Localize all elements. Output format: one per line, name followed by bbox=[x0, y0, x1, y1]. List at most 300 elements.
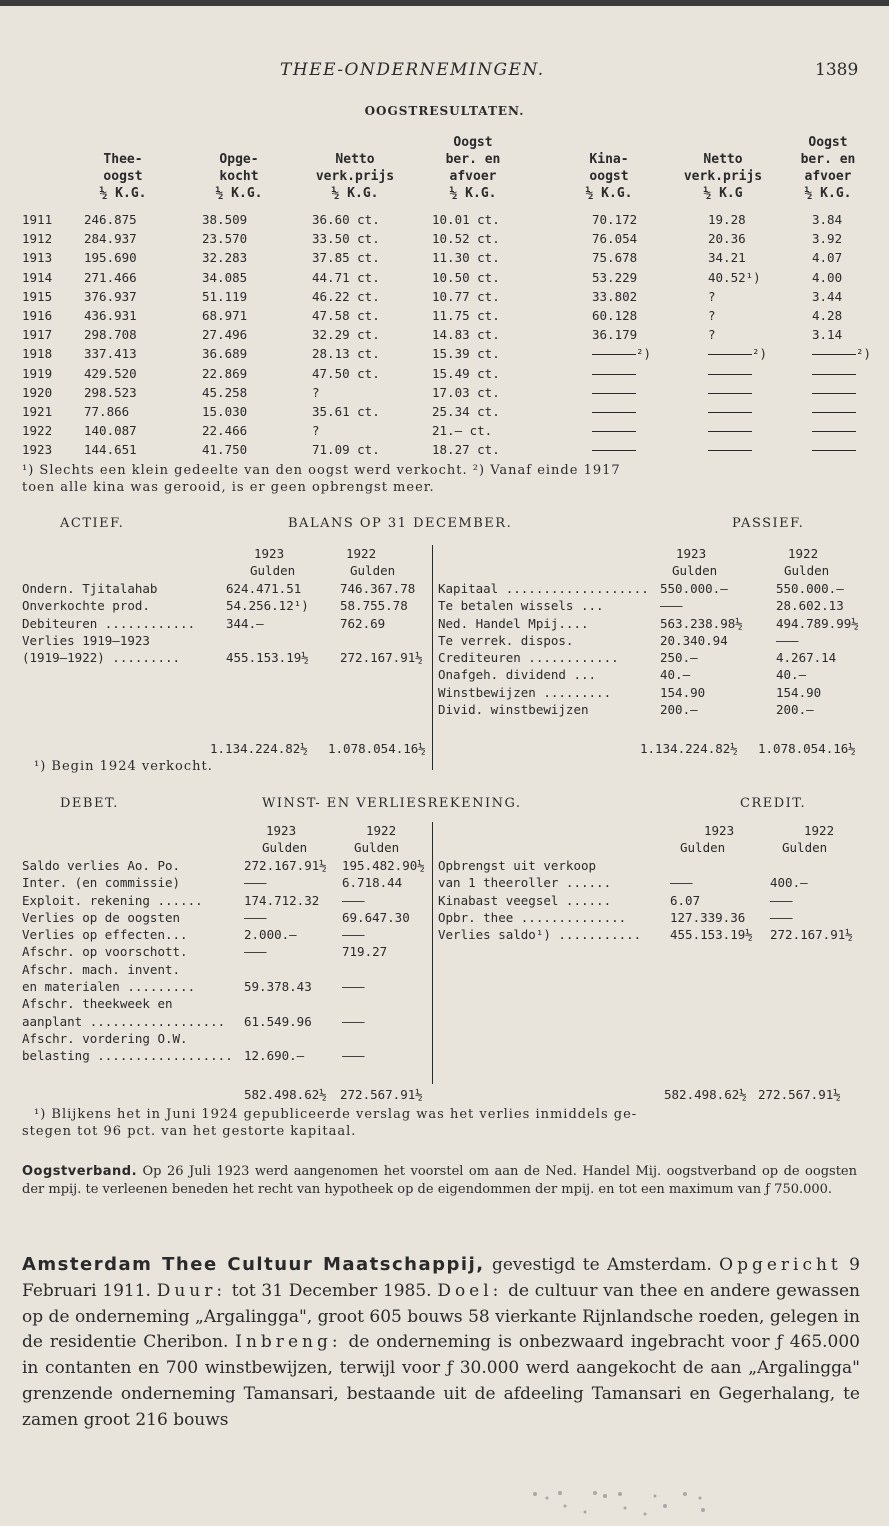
ledger-label: Verlies saldo¹) ........... bbox=[438, 927, 642, 943]
year-1923: 1923 bbox=[266, 823, 297, 838]
col-head-line: kocht bbox=[219, 169, 259, 184]
total-1922: 1.078.054.16½ bbox=[758, 741, 856, 756]
harvest-cell: 15.030 bbox=[202, 403, 248, 419]
harvest-cell bbox=[708, 346, 767, 361]
harvest-cell: 60.128 bbox=[592, 307, 638, 323]
company-text-1: gevestigd te Amsterdam. bbox=[484, 1255, 720, 1275]
ledger-label: Afschr. op voorschott. bbox=[22, 944, 188, 960]
harvest-col-head bbox=[680, 134, 766, 202]
ledger-value: ——— bbox=[244, 944, 267, 960]
harvest-cell bbox=[708, 366, 752, 381]
col-head-line bbox=[312, 134, 398, 151]
harvest-cell: 1911 bbox=[22, 212, 53, 227]
harvest-title: OOGSTRESULTATEN. bbox=[364, 104, 525, 118]
ledger-row bbox=[438, 597, 868, 614]
ledger-value: 400.— bbox=[770, 875, 808, 891]
ledger-label: (1919—1922) ......... bbox=[22, 650, 181, 666]
ledger-row bbox=[438, 580, 868, 597]
harvest-cell: 429.520 bbox=[84, 365, 137, 381]
ledger-value: ——— bbox=[342, 979, 365, 995]
ledger-row bbox=[438, 857, 868, 874]
harvest-cell: 337.413 bbox=[84, 346, 137, 362]
col-head-line: ½ K.G. bbox=[99, 186, 147, 201]
total-1923: 1.134.224.82½ bbox=[640, 741, 738, 756]
pl-right-title: CREDIT. bbox=[740, 796, 807, 811]
ledger-value: 719.27 bbox=[342, 944, 388, 960]
ledger-row bbox=[22, 615, 427, 632]
ledger-row bbox=[438, 701, 868, 718]
ledger-value: 154.90 bbox=[776, 684, 822, 700]
ledger-row bbox=[22, 1013, 427, 1030]
col-head-line: ½ K.G. bbox=[449, 186, 497, 201]
harvest-cell: 1918 bbox=[22, 346, 53, 362]
dash-mark bbox=[592, 431, 636, 432]
ledger-row bbox=[22, 926, 427, 943]
ledger-label: Afschr. mach. invent. bbox=[22, 961, 181, 977]
print-speckle bbox=[525, 1488, 715, 1518]
col-head-line: Thee- bbox=[103, 152, 143, 167]
col-head-line: Oogst bbox=[808, 135, 848, 150]
ledger-label: Onverkochte prod. bbox=[22, 598, 150, 614]
ledger-value: 2.000.— bbox=[244, 927, 297, 943]
harvest-cell: 298.523 bbox=[84, 384, 137, 400]
ledger-label: van 1 theeroller ...... bbox=[438, 875, 612, 891]
ledger-value: 6.718.44 bbox=[342, 875, 403, 891]
unit-label: Gulden bbox=[354, 840, 400, 856]
doel-value: de cultuur van thee en andere gewassen op de onderneming „Argalingga", groot 605 bouws 58 vierkante Rijnlandsche roeden, gelegen in de residentie Cheribon. bbox=[22, 1280, 861, 1353]
ledger-value: ——— bbox=[342, 927, 365, 943]
harvest-cell bbox=[812, 346, 871, 361]
col-head-line: oogst bbox=[589, 169, 629, 184]
harvest-cell bbox=[708, 442, 752, 457]
unit-label: Gulden bbox=[350, 563, 396, 579]
harvest-cell: 1912 bbox=[22, 231, 53, 247]
year-1923: 1923 bbox=[676, 546, 707, 561]
harvest-cell bbox=[708, 423, 752, 438]
total-1923: 1.134.224.82½ bbox=[210, 741, 308, 756]
ledger-label: Afschr. vordering O.W. bbox=[22, 1030, 188, 1046]
harvest-cell: 40.52¹) bbox=[708, 269, 761, 285]
harvest-cell: 41.750 bbox=[202, 442, 248, 458]
col-head-line: Oogst bbox=[453, 135, 493, 150]
harvest-cell: 37.85 ct. bbox=[312, 250, 380, 266]
ledger-value: 250.— bbox=[660, 650, 698, 666]
harvest-cell: 70.172 bbox=[592, 212, 638, 227]
unit-label: Gulden bbox=[672, 563, 718, 579]
harvest-cell: 33.802 bbox=[592, 288, 638, 304]
harvest-cell bbox=[708, 385, 752, 400]
harvest-cell: 15.39 ct. bbox=[432, 346, 500, 362]
ledger-row bbox=[438, 615, 868, 632]
ledger-value: 61.549.96 bbox=[244, 1013, 312, 1029]
harvest-cell: 34.085 bbox=[202, 269, 248, 285]
harvest-cell: 21.— ct. bbox=[432, 423, 493, 439]
harvest-cell: 47.50 ct. bbox=[312, 365, 380, 381]
harvest-cell: 3.92 bbox=[812, 231, 843, 247]
dash-mark bbox=[592, 450, 636, 451]
balance-left-colheads bbox=[250, 545, 430, 580]
ledger-row bbox=[22, 892, 427, 909]
harvest-cell: 1922 bbox=[22, 423, 53, 439]
ledger-label: Opbrengst uit verkoop bbox=[438, 858, 597, 873]
harvest-col-head bbox=[80, 134, 166, 202]
harvest-cell: 1917 bbox=[22, 327, 53, 343]
ledger-value: ——— bbox=[342, 1013, 365, 1029]
harvest-cell: 47.58 ct. bbox=[312, 307, 380, 323]
harvest-cell bbox=[812, 385, 856, 400]
ledger-label: en materialen ......... bbox=[22, 979, 196, 995]
harvest-cell: 53.229 bbox=[592, 269, 638, 285]
harvest-cell: 28.13 ct. bbox=[312, 346, 380, 362]
harvest-cell: ? bbox=[312, 423, 320, 439]
pl-credit-rows bbox=[438, 857, 868, 943]
harvest-cell bbox=[592, 423, 636, 438]
ledger-label: aanplant .................. bbox=[22, 1013, 226, 1029]
ledger-row bbox=[438, 649, 868, 666]
ledger-label: Onafgeh. dividend ... bbox=[438, 667, 597, 683]
ledger-value: 624.471.51 bbox=[226, 581, 302, 596]
harvest-cell: 1914 bbox=[22, 269, 53, 285]
ledger-value: 6.07 bbox=[670, 892, 701, 908]
harvest-cell: 376.937 bbox=[84, 288, 137, 304]
ledger-value: 200.— bbox=[660, 702, 698, 718]
year-1922: 1922 bbox=[346, 546, 377, 561]
col-head-line: Opge- bbox=[219, 152, 259, 167]
ledger-value: ——— bbox=[776, 632, 799, 648]
ledger-value: 550.000.— bbox=[776, 581, 844, 596]
total-1922: 1.078.054.16½ bbox=[328, 741, 426, 756]
harvest-cell bbox=[592, 442, 636, 457]
ledger-value: 12.690.— bbox=[244, 1048, 305, 1064]
col-head-line bbox=[566, 134, 652, 151]
pl-divider bbox=[432, 822, 433, 1084]
harvest-cell: ? bbox=[708, 288, 716, 304]
running-header bbox=[0, 60, 889, 86]
harvest-cell bbox=[812, 366, 856, 381]
col-head-line: ½ K.G bbox=[703, 186, 743, 201]
ledger-row bbox=[22, 1047, 427, 1064]
ledger-row bbox=[438, 666, 868, 683]
ledger-row bbox=[22, 909, 427, 926]
col-head-line: Netto bbox=[335, 152, 375, 167]
harvest-cell bbox=[812, 404, 856, 419]
harvest-cell: 3.44 bbox=[812, 288, 843, 304]
harvest-cell: 75.678 bbox=[592, 250, 638, 266]
ledger-value: 4.267.14 bbox=[776, 650, 837, 666]
dash-mark bbox=[708, 374, 752, 375]
unit-label: Gulden bbox=[680, 840, 726, 856]
dash-mark bbox=[592, 354, 636, 355]
ledger-value: 195.482.90½ bbox=[342, 858, 425, 873]
dash-mark bbox=[592, 393, 636, 394]
harvest-cell: 23.570 bbox=[202, 231, 248, 247]
ledger-row bbox=[22, 649, 427, 666]
ledger-row bbox=[22, 961, 427, 978]
total-1922: 272.567.91½ bbox=[758, 1087, 841, 1102]
oogstverband-label: Oogstverband. bbox=[22, 1164, 138, 1179]
ledger-value: 344.— bbox=[226, 615, 264, 631]
harvest-col-head bbox=[196, 134, 282, 202]
ledger-label: Saldo verlies Ao. Po. bbox=[22, 858, 181, 873]
dash-mark bbox=[592, 374, 636, 375]
harvest-cell bbox=[592, 346, 651, 361]
col-head-line: verk.prijs bbox=[315, 169, 395, 184]
harvest-cell: 11.30 ct. bbox=[432, 250, 500, 266]
pl-left-colheads bbox=[250, 822, 430, 857]
ledger-label: Te verrek. dispos. bbox=[438, 632, 574, 648]
ledger-row bbox=[22, 857, 427, 874]
col-head-line bbox=[680, 134, 766, 151]
ledger-value: 550.000.— bbox=[660, 581, 728, 596]
ledger-value: ——— bbox=[770, 909, 793, 925]
ledger-row bbox=[22, 580, 427, 597]
harvest-cell: 51.119 bbox=[202, 288, 248, 304]
company-name: Amsterdam Thee Cultuur Maatschappij, bbox=[22, 1254, 485, 1275]
harvest-cell: 27.496 bbox=[202, 327, 248, 343]
ledger-value: 455.153.19½ bbox=[226, 650, 309, 666]
harvest-cell: 10.77 ct. bbox=[432, 288, 500, 304]
doel-label: Doel: bbox=[437, 1280, 503, 1301]
col-head-line: afvoer bbox=[449, 169, 497, 184]
ledger-value: ——— bbox=[670, 875, 693, 891]
ledger-value: 494.789.99½ bbox=[776, 615, 859, 631]
dash-mark bbox=[708, 354, 752, 355]
harvest-cell: 1920 bbox=[22, 384, 53, 400]
ledger-value: 272.167.91½ bbox=[340, 650, 423, 666]
ledger-label: Debiteuren ............ bbox=[22, 615, 196, 631]
dash-mark bbox=[592, 412, 636, 413]
ledger-value: 58.755.78 bbox=[340, 598, 408, 614]
total-1922: 272.567.91½ bbox=[340, 1087, 423, 1102]
harvest-cell: 10.52 ct. bbox=[432, 231, 500, 247]
ledger-row bbox=[22, 597, 427, 614]
pl-right-totals bbox=[664, 1086, 874, 1103]
balance-left-totals bbox=[210, 740, 440, 757]
year-1922: 1922 bbox=[788, 546, 819, 561]
unit-label: Gulden bbox=[784, 563, 830, 579]
ledger-value: 563.238.98½ bbox=[660, 615, 743, 631]
company-paragraph bbox=[22, 1252, 860, 1434]
ledger-row bbox=[22, 995, 427, 1012]
harvest-col-head bbox=[785, 134, 871, 202]
ledger-row bbox=[438, 874, 868, 891]
harvest-cell bbox=[812, 442, 856, 457]
ledger-value: 54.256.12¹) bbox=[226, 598, 309, 614]
dash-mark bbox=[708, 450, 752, 451]
ledger-label: Verlies 1919—1923 bbox=[22, 632, 150, 648]
ledger-label: Kapitaal ................... bbox=[438, 581, 649, 596]
harvest-cell: 15.49 ct. bbox=[432, 365, 500, 381]
harvest-footnote-1: ¹) Slechts een klein gedeelte van den oogst werd verkocht. ²) Vanaf einde 1917 bbox=[22, 463, 621, 478]
col-head-line: ber. en bbox=[800, 152, 856, 167]
year-1922: 1922 bbox=[804, 823, 835, 838]
ledger-row bbox=[438, 684, 868, 701]
dash-mark bbox=[708, 393, 752, 394]
ledger-label: Kinabast veegsel ...... bbox=[438, 892, 612, 908]
ledger-label: Exploit. rekening ...... bbox=[22, 892, 203, 908]
total-1923: 582.498.62½ bbox=[244, 1087, 327, 1102]
dash-mark bbox=[812, 393, 856, 394]
harvest-cell: 271.466 bbox=[84, 269, 137, 285]
balance-divider bbox=[432, 545, 433, 770]
col-head-line: afvoer bbox=[804, 169, 852, 184]
harvest-cell: 36.689 bbox=[202, 346, 248, 362]
harvest-cell: 3.84 bbox=[812, 212, 843, 227]
balance-left-title: ACTIEF. bbox=[60, 516, 125, 531]
col-head-line: ½ K.G. bbox=[215, 186, 263, 201]
ledger-row bbox=[22, 632, 427, 649]
balance-right-title: PASSIEF. bbox=[732, 516, 805, 531]
col-head-line: ½ K.G. bbox=[804, 186, 852, 201]
harvest-cell: 1915 bbox=[22, 288, 53, 304]
ledger-value: 40.— bbox=[776, 667, 807, 683]
harvest-cell: 36.60 ct. bbox=[312, 212, 380, 227]
harvest-cell: 22.466 bbox=[202, 423, 248, 439]
harvest-cell bbox=[708, 404, 752, 419]
harvest-cell: 19.28 bbox=[708, 212, 746, 227]
ledger-value: ——— bbox=[244, 875, 267, 891]
header-title: THEE-ONDERNEMINGEN. bbox=[280, 60, 545, 80]
dash-mark bbox=[812, 354, 856, 355]
ledger-value: 59.378.43 bbox=[244, 979, 312, 995]
opgericht-value: 9 Februari 1911. bbox=[22, 1255, 860, 1301]
year-1922: 1922 bbox=[366, 823, 397, 838]
harvest-cell: 4.28 bbox=[812, 307, 843, 323]
harvest-cell: 10.01 ct. bbox=[432, 212, 500, 227]
harvest-cell: 17.03 ct. bbox=[432, 384, 500, 400]
ledger-row bbox=[22, 1030, 427, 1047]
harvest-cell: 77.866 bbox=[84, 403, 130, 419]
unit-label: Gulden bbox=[250, 563, 296, 579]
oogstverband-paragraph bbox=[22, 1163, 857, 1198]
ledger-value: 28.602.13 bbox=[776, 598, 844, 614]
dash-mark bbox=[812, 374, 856, 375]
ledger-label: Ned. Handel Mpij.... bbox=[438, 615, 589, 631]
harvest-col-head bbox=[430, 134, 516, 202]
ledger-label: Ondern. Tjitalahab bbox=[22, 581, 158, 596]
harvest-cell: 1919 bbox=[22, 365, 53, 381]
ledger-label: Afschr. theekweek en bbox=[22, 996, 173, 1012]
ledger-label: Te betalen wissels ... bbox=[438, 598, 604, 614]
ledger-value: 127.339.36 bbox=[670, 909, 746, 925]
harvest-cell: 1913 bbox=[22, 250, 53, 266]
duur-label: Duur: bbox=[156, 1280, 227, 1301]
ledger-value: 40.— bbox=[660, 667, 691, 683]
year-1923: 1923 bbox=[704, 823, 735, 838]
pl-footnote-1: ¹) Blijkens het in Juni 1924 gepubliceerde verslag was het verlies inmiddels ge- bbox=[34, 1107, 638, 1122]
ledger-row bbox=[22, 874, 427, 891]
ledger-value: 455.153.19½ bbox=[670, 927, 753, 943]
pl-left-totals bbox=[244, 1086, 444, 1103]
balance-passief-rows bbox=[438, 580, 868, 718]
balance-right-totals bbox=[640, 740, 880, 757]
harvest-cell: 298.708 bbox=[84, 327, 137, 343]
footnote-ref: ²) bbox=[856, 346, 872, 362]
speckle-marks bbox=[525, 1488, 715, 1518]
harvest-cell: 246.875 bbox=[84, 212, 137, 227]
dash-mark bbox=[812, 431, 856, 432]
page-edge bbox=[0, 0, 889, 6]
balance-footnote: ¹) Begin 1924 verkocht. bbox=[34, 759, 213, 774]
pl-title: WINST- EN VERLIESREKENING. bbox=[262, 796, 522, 811]
harvest-cell: 76.054 bbox=[592, 231, 638, 247]
opgericht-label: Opgericht bbox=[719, 1255, 842, 1275]
pl-debet-rows bbox=[22, 857, 427, 1065]
dash-mark bbox=[812, 450, 856, 451]
harvest-cell: 1921 bbox=[22, 403, 53, 419]
harvest-cell: 38.509 bbox=[202, 212, 248, 227]
harvest-cell: ? bbox=[708, 307, 716, 323]
col-head-line: verk.prijs bbox=[683, 169, 763, 184]
harvest-cell: 44.71 ct. bbox=[312, 269, 380, 285]
harvest-cell: 33.50 ct. bbox=[312, 231, 380, 247]
ledger-row bbox=[438, 909, 868, 926]
harvest-cell: 45.258 bbox=[202, 384, 248, 400]
harvest-cell: 1916 bbox=[22, 307, 53, 323]
harvest-cell: ? bbox=[708, 327, 716, 343]
ledger-label: Opbr. thee .............. bbox=[438, 909, 627, 925]
col-head-line: Netto bbox=[703, 152, 743, 167]
pl-footnote-2: stegen tot 96 pct. van het gestorte kapitaal. bbox=[22, 1124, 357, 1139]
harvest-footnote-2: toen alle kina was gerooid, is er geen opbrengst meer. bbox=[22, 480, 435, 495]
ledger-label: Crediteuren ............ bbox=[438, 650, 619, 666]
harvest-cell: 1923 bbox=[22, 442, 53, 458]
ledger-value: 20.340.94 bbox=[660, 632, 728, 648]
harvest-cell: 436.931 bbox=[84, 307, 137, 323]
footnote-ref: ²) bbox=[636, 346, 652, 362]
harvest-cell bbox=[592, 385, 636, 400]
ledger-value: 762.69 bbox=[340, 615, 386, 631]
balance-right-colheads bbox=[672, 545, 872, 580]
ledger-label: Verlies op effecten... bbox=[22, 927, 188, 943]
pl-left-title: DEBET. bbox=[60, 796, 119, 811]
harvest-cell: 140.087 bbox=[84, 423, 137, 439]
footnote-ref: ²) bbox=[752, 346, 768, 362]
ledger-value: ——— bbox=[342, 892, 365, 908]
ledger-label: Verlies op de oogsten bbox=[22, 909, 181, 925]
harvest-cell: 11.75 ct. bbox=[432, 307, 500, 323]
harvest-cell: 36.179 bbox=[592, 327, 638, 343]
balance-actief-rows bbox=[22, 580, 427, 666]
harvest-cell: 34.21 bbox=[708, 250, 746, 266]
dash-mark bbox=[708, 412, 752, 413]
ledger-row bbox=[438, 926, 868, 943]
inbreng-label: Inbreng: bbox=[235, 1332, 342, 1353]
pl-right-colheads bbox=[680, 822, 870, 857]
col-head-line: ½ K.G. bbox=[331, 186, 379, 201]
ledger-value: ——— bbox=[342, 1048, 365, 1064]
harvest-col-head bbox=[566, 134, 652, 202]
harvest-cell: 46.22 ct. bbox=[312, 288, 380, 304]
col-head-line bbox=[80, 134, 166, 151]
harvest-cell: 4.00 bbox=[812, 269, 843, 285]
col-head-line: ½ K.G. bbox=[585, 186, 633, 201]
dash-mark bbox=[708, 431, 752, 432]
col-head-line bbox=[196, 134, 282, 151]
harvest-cell: 144.651 bbox=[84, 442, 137, 458]
harvest-cell: 71.09 ct. bbox=[312, 442, 380, 458]
col-head-line: oogst bbox=[103, 169, 143, 184]
unit-label: Gulden bbox=[782, 840, 828, 856]
harvest-cell: 32.29 ct. bbox=[312, 327, 380, 343]
total-1923: 582.498.62½ bbox=[664, 1087, 747, 1102]
balance-title: BALANS OP 31 DECEMBER. bbox=[288, 516, 513, 531]
harvest-cell: 284.937 bbox=[84, 231, 137, 247]
harvest-cell: 68.971 bbox=[202, 307, 248, 323]
ledger-value: 174.712.32 bbox=[244, 892, 320, 908]
ledger-row bbox=[22, 978, 427, 995]
ledger-value: 272.167.91½ bbox=[244, 858, 327, 873]
